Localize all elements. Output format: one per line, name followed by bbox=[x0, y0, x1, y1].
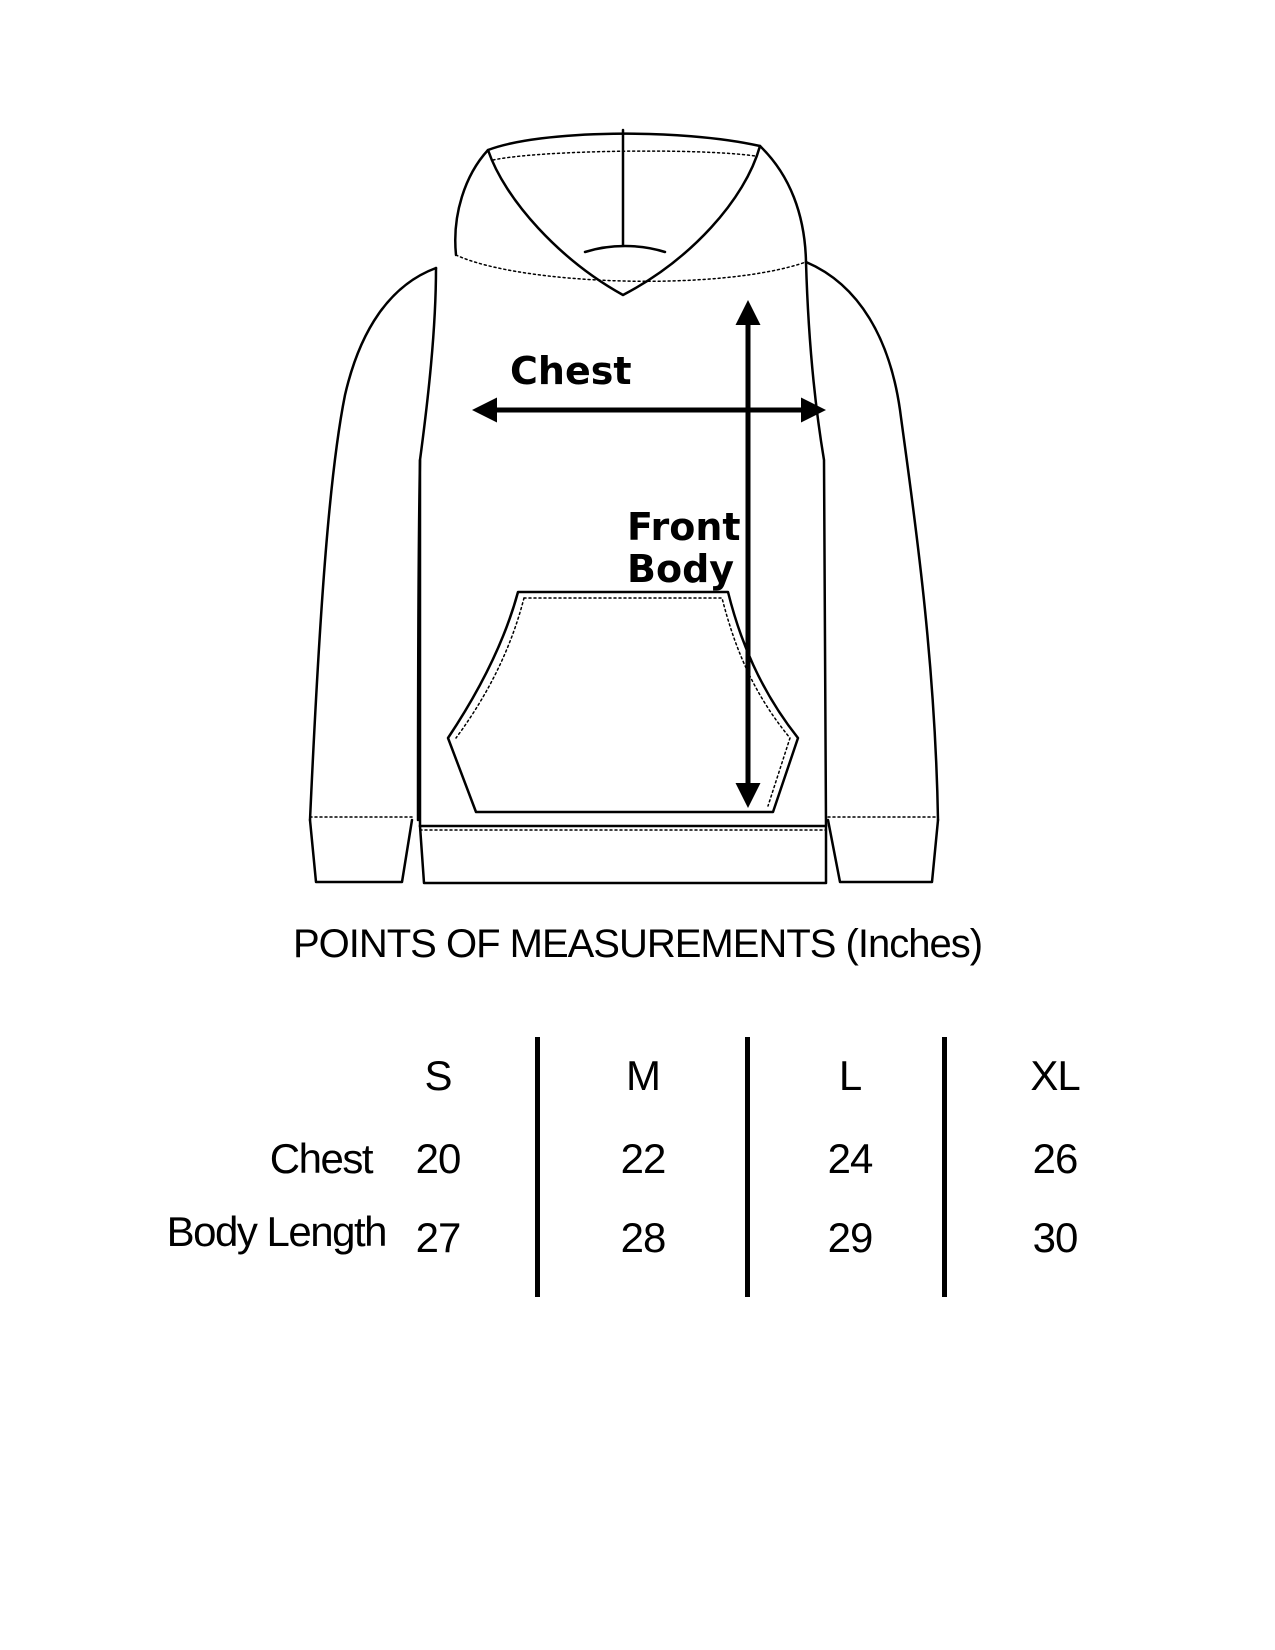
right-cuff bbox=[828, 820, 938, 882]
body-right-side bbox=[806, 262, 826, 826]
size-header-xl: XL bbox=[1030, 1052, 1080, 1099]
chest-label: Chest bbox=[510, 349, 632, 393]
row-label-body-length: Body Length bbox=[166, 1208, 386, 1255]
table-cell: 30 bbox=[1032, 1214, 1078, 1261]
measurements-title: POINTS OF MEASUREMENTS (Inches) bbox=[292, 922, 983, 966]
front-body-label-line1: Front bbox=[627, 505, 741, 549]
table-cell: 24 bbox=[827, 1135, 873, 1182]
column-divider bbox=[535, 1037, 540, 1297]
left-cuff bbox=[310, 820, 412, 882]
table-cell: 22 bbox=[620, 1135, 666, 1182]
size-header-s: S bbox=[424, 1052, 452, 1099]
table-cell: 26 bbox=[1032, 1135, 1078, 1182]
column-divider bbox=[745, 1037, 750, 1297]
table-cell: 29 bbox=[827, 1214, 873, 1261]
hem-band bbox=[420, 826, 826, 883]
column-divider bbox=[942, 1037, 947, 1297]
size-header-l: L bbox=[838, 1052, 862, 1099]
front-body-label-line2: Body bbox=[627, 547, 735, 591]
hood-outline bbox=[455, 134, 806, 262]
table-cell: 28 bbox=[620, 1214, 666, 1261]
row-label-chest: Chest bbox=[269, 1135, 372, 1182]
front-body-label bbox=[627, 506, 741, 590]
table-cell: 27 bbox=[415, 1214, 461, 1261]
body-left-side bbox=[420, 268, 436, 826]
size-header-m: M bbox=[626, 1052, 660, 1099]
table-cell: 20 bbox=[415, 1135, 461, 1182]
